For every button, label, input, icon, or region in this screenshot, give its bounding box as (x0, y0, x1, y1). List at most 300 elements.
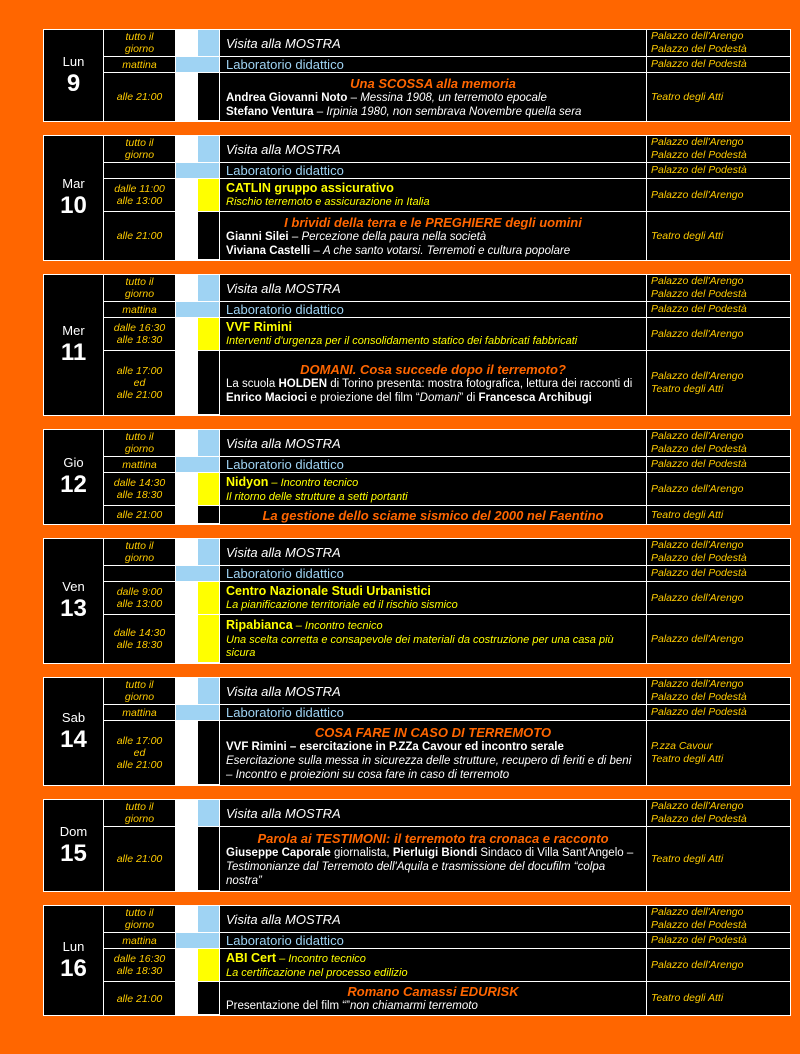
event-title: Romano Camassi EDURISK (347, 984, 519, 999)
color-marker (176, 473, 198, 506)
event-title: La gestione dello sciame sismico del 2000 nel Faentino (262, 507, 604, 523)
time-text: alle 21:00 (116, 992, 163, 1005)
time-cell (104, 473, 176, 506)
event-title: Laboratorio didattico (226, 933, 344, 948)
day-of-week: Dom (59, 823, 88, 839)
venue-text: Palazzo del Podestà (651, 567, 747, 579)
event-title-text: Nidyon (226, 474, 269, 489)
speaker: VVF Rimini – esercitazione in P.ZZa Cavour ed incontro serale (226, 740, 564, 753)
venue-text: Teatro degli Atti (651, 229, 724, 242)
time-text: mattina (122, 58, 157, 71)
color-marker (176, 302, 220, 318)
day-of-week: Sab (61, 709, 86, 725)
color-marker (198, 473, 220, 506)
time-cell (104, 457, 176, 473)
event-title: Visita alla MOSTRA (226, 435, 341, 451)
venue-text: Palazzo dell'Arengo (651, 591, 744, 604)
color-marker (198, 582, 220, 615)
event-line (226, 230, 640, 244)
time-text: ed (133, 747, 146, 759)
time-text: giorno (124, 691, 155, 703)
venue-text: P.zza Cavour (651, 740, 713, 752)
event-title-text: Centro Nazionale Studi Urbanistici (226, 584, 431, 598)
venue-cell (647, 57, 790, 73)
color-marker (176, 212, 198, 260)
time-cell (104, 163, 176, 179)
topic: Esercitazione sulla messa in sicurezza delle strutture, recupero di feriti e di beni – Incontro e proiezioni su cosa fare in caso di terremoto (226, 754, 632, 781)
event-description (220, 615, 647, 663)
event-description (220, 506, 647, 524)
time-cell (104, 212, 176, 260)
venue-text: Palazzo del Podestà (651, 919, 747, 931)
time-text: alle 13:00 (116, 598, 163, 610)
venue-text: Palazzo del Podestà (651, 58, 747, 70)
event-title-rest: – Incontro tecnico (276, 952, 366, 965)
color-marker (198, 906, 220, 933)
time-text: alle 21:00 (116, 509, 163, 521)
time-cell (104, 430, 176, 457)
text: giornalista, (330, 846, 393, 859)
venue-cell (647, 318, 790, 351)
color-marker (198, 136, 220, 163)
day-number: 12 (60, 471, 87, 498)
speaker: HOLDEN (278, 377, 327, 390)
time-text: alle 21:00 (116, 91, 163, 103)
day-label (44, 275, 104, 415)
color-marker (176, 678, 198, 705)
time-cell (104, 30, 176, 57)
time-cell (104, 933, 176, 949)
venue-cell (647, 506, 790, 524)
speaker: Francesca Archibugi (478, 391, 592, 404)
event-title: Laboratorio didattico (226, 566, 344, 581)
event-description (220, 949, 647, 982)
color-marker (198, 800, 220, 827)
event-description (220, 827, 647, 891)
schedule (43, 29, 791, 1029)
venue-text: Palazzo del Podestà (651, 443, 747, 455)
day-label (44, 30, 104, 121)
venue-text: Palazzo del Podestà (651, 691, 747, 703)
day-label (44, 906, 104, 1015)
event-subtitle: Interventi d'urgenza per il consolidamento statico dei fabbricati fabbricati (226, 335, 578, 347)
color-marker (198, 678, 220, 705)
color-marker (176, 539, 198, 566)
time-text: ed (133, 377, 146, 389)
time-text: dalle 9:00 (116, 586, 163, 598)
color-marker (176, 721, 198, 785)
time-text: mattina (122, 706, 157, 719)
event-title: Una SCOSSA alla memoria (350, 75, 516, 91)
time-text: dalle 16:30 (113, 953, 166, 965)
venue-cell (647, 73, 790, 121)
venue-cell (647, 582, 790, 615)
event-description (220, 800, 647, 827)
day-number: 16 (60, 954, 87, 982)
venue-cell (647, 179, 790, 212)
time-cell (104, 982, 176, 1015)
venue-text: Palazzo dell'Arengo (651, 30, 744, 42)
color-marker (198, 179, 220, 212)
venue-cell (647, 949, 790, 982)
time-text: mattina (122, 458, 157, 471)
venue-cell (647, 615, 790, 663)
event-title: COSA FARE IN CASO DI TERREMOTO (314, 724, 552, 740)
topic: non chiamarmi terremoto (350, 1000, 478, 1012)
time-text: alle 17:00 (116, 365, 163, 377)
time-cell (104, 582, 176, 615)
venue-text: Teatro degli Atti (651, 753, 724, 765)
event-line (226, 244, 640, 258)
color-marker (176, 318, 198, 351)
venue-text: Teatro degli Atti (651, 992, 724, 1004)
color-marker (176, 430, 198, 457)
event-title: Visita alla MOSTRA (226, 911, 341, 927)
time-text: tutto il (125, 679, 154, 691)
time-text: tutto il (125, 276, 154, 288)
day-number: 15 (60, 839, 87, 867)
event-title: I brividi della terra e le PREGHIERE degli uomini (284, 214, 582, 230)
color-marker (176, 933, 220, 949)
venue-text: Palazzo dell'Arengo (651, 906, 744, 918)
color-marker (198, 949, 220, 982)
color-marker (198, 615, 220, 663)
time-cell (104, 275, 176, 302)
event-line (226, 91, 640, 105)
day-of-week: Mer (62, 323, 85, 338)
color-marker (176, 163, 220, 179)
event-description (220, 457, 647, 473)
time-text: alle 18:30 (116, 334, 163, 346)
color-marker (176, 275, 198, 302)
venue-cell (647, 457, 790, 473)
venue-text: Palazzo dell'Arengo (651, 136, 744, 148)
speaker: Pierluigi Biondi (392, 846, 478, 859)
time-text: tutto il (125, 540, 154, 552)
venue-text: Palazzo dell'Arengo (651, 800, 744, 812)
time-text: tutto il (125, 907, 154, 919)
event-title: Visita alla MOSTRA (226, 35, 341, 51)
color-marker (176, 982, 198, 1015)
venue-cell (647, 800, 790, 827)
day-block (43, 538, 791, 664)
event-description (220, 906, 647, 933)
event-description (220, 275, 647, 302)
day-number: 11 (60, 339, 87, 366)
time-cell (104, 678, 176, 705)
time-cell (104, 827, 176, 891)
event-description (220, 678, 647, 705)
event-description (220, 318, 647, 351)
event-description (220, 302, 647, 318)
event-title (226, 618, 640, 634)
time-cell (104, 705, 176, 721)
day-block (43, 677, 791, 786)
venue-cell (647, 539, 790, 566)
text: ” (346, 1000, 351, 1012)
day-label (44, 800, 104, 891)
event-subtitle: Il ritorno delle strutture a setti portanti (226, 490, 408, 503)
venue-cell (647, 906, 790, 933)
venue-text: Palazzo dell'Arengo (651, 482, 744, 495)
color-marker (198, 506, 220, 524)
time-text: giorno (124, 813, 155, 825)
color-marker (176, 949, 198, 982)
color-marker (176, 800, 198, 827)
event-line (226, 846, 640, 888)
event-title: Laboratorio didattico (226, 163, 344, 178)
day-of-week: Mar (62, 176, 85, 191)
time-cell (104, 949, 176, 982)
time-text: giorno (124, 919, 155, 931)
text: – (313, 105, 327, 118)
speaker: Stefano Ventura (226, 105, 314, 118)
time-text: alle 17:00 (116, 735, 163, 747)
time-text: tutto il (125, 431, 154, 443)
day-number: 9 (66, 69, 81, 97)
venue-cell (647, 30, 790, 57)
event-line (226, 754, 640, 782)
color-marker (176, 136, 198, 163)
speaker: Gianni Silei (226, 230, 289, 243)
topic: A che santo votarsi. Terremoti e cultura popolare (322, 244, 571, 257)
event-title: Laboratorio didattico (226, 57, 344, 72)
venue-cell (647, 163, 790, 179)
day-number: 10 (60, 192, 87, 219)
event-title: Visita alla MOSTRA (226, 141, 341, 157)
event-description (220, 705, 647, 721)
venue-cell (647, 430, 790, 457)
venue-cell (647, 933, 790, 949)
time-text: dalle 14:30 (113, 477, 166, 489)
event-title: Laboratorio didattico (226, 705, 344, 720)
event-subtitle: La pianificazione territoriale ed il rischio sismico (226, 599, 458, 611)
topic: Messina 1908, un terremoto epocale (360, 91, 547, 104)
venue-text: Palazzo del Podestà (651, 934, 747, 946)
venue-text: Palazzo del Podestà (651, 288, 747, 300)
event-title-rest: – Incontro tecnico (268, 476, 359, 489)
speaker: Andrea Giovanni Noto (226, 91, 348, 104)
color-marker (198, 430, 220, 457)
time-text: dalle 16:30 (113, 322, 166, 334)
event-title: DOMANI. Cosa succede dopo il terremoto? (300, 361, 566, 377)
venue-cell (647, 678, 790, 705)
event-title-text: Ripabianca (226, 618, 293, 632)
day-label (44, 430, 104, 524)
color-marker (176, 506, 198, 524)
topic: Domani (419, 391, 460, 404)
event-title: Visita alla MOSTRA (226, 805, 341, 821)
time-text: tutto il (125, 31, 154, 43)
color-marker (198, 318, 220, 351)
text: La scuola (226, 377, 279, 390)
venue-text: Palazzo del Podestà (651, 813, 747, 825)
event-description (220, 933, 647, 949)
venue-cell (647, 827, 790, 891)
event-description (220, 473, 647, 506)
event-subtitle: Rischio terremoto e assicurazione in Italia (226, 196, 430, 208)
day-block (43, 905, 791, 1016)
day-number: 14 (60, 725, 87, 753)
day-block (43, 29, 791, 122)
color-marker (176, 906, 198, 933)
time-cell (104, 615, 176, 663)
venue-text: Teatro degli Atti (651, 383, 724, 395)
topic: Percezione della paura nella società (301, 230, 487, 243)
text: Sindaco di Villa Sant'Angelo – (477, 846, 634, 859)
day-block (43, 274, 791, 416)
event-description (220, 982, 647, 1015)
text: di Torino presenta: mostra fotografica, lettura dei racconti di (327, 377, 633, 390)
text: e proiezione del film “ (307, 391, 420, 404)
venue-text: Palazzo dell'Arengo (651, 275, 744, 287)
venue-text: Palazzo dell'Arengo (651, 958, 744, 971)
text: – (288, 230, 302, 243)
venue-cell (647, 351, 790, 415)
time-cell (104, 566, 176, 582)
venue-text: Palazzo dell'Arengo (651, 370, 744, 382)
venue-text: Palazzo del Podestà (651, 303, 747, 315)
event-description (220, 582, 647, 615)
event-description (220, 566, 647, 582)
event-title: Laboratorio didattico (226, 457, 344, 472)
topic: Irpinia 1980, non sembrava Novembre quella sera (326, 105, 582, 118)
time-text: alle 18:30 (116, 639, 163, 651)
venue-text: Palazzo del Podestà (651, 706, 747, 718)
time-cell (104, 800, 176, 827)
time-cell (104, 302, 176, 318)
venue-cell (647, 705, 790, 721)
time-text: dalle 11:00 (114, 183, 165, 195)
color-marker (176, 827, 198, 891)
event-title: Visita alla MOSTRA (226, 544, 341, 560)
venue-text: Palazzo del Podestà (651, 43, 747, 55)
event-title (226, 584, 640, 599)
time-cell (104, 57, 176, 73)
event-title: Parola ai TESTIMONI: il terremoto tra cronaca e racconto (257, 830, 609, 846)
venue-text: Palazzo del Podestà (651, 164, 747, 176)
time-cell (104, 73, 176, 121)
color-marker (198, 212, 220, 260)
color-marker (198, 827, 220, 891)
event-title: Laboratorio didattico (226, 302, 344, 317)
time-text: giorno (124, 288, 155, 300)
venue-cell (647, 982, 790, 1015)
speaker: Viviana Castelli (226, 244, 311, 257)
speaker: Enrico Macioci (226, 391, 308, 404)
event-description (220, 430, 647, 457)
venue-text: Palazzo dell'Arengo (651, 327, 744, 340)
time-text: mattina (122, 934, 157, 947)
time-text: alle 18:30 (116, 489, 163, 501)
event-description (220, 73, 647, 121)
event-title (226, 181, 640, 196)
venue-cell (647, 302, 790, 318)
text: – (347, 91, 361, 104)
event-description (220, 351, 647, 415)
time-text: mattina (122, 303, 157, 316)
time-text: alle 21:00 (116, 853, 163, 865)
event-description (220, 721, 647, 785)
time-text: giorno (124, 552, 155, 564)
topic: Testimonianze dal Terremoto dell'Aquila e trasmissione del docufilm “colpa nostra” (226, 860, 606, 887)
event-line (226, 999, 640, 1013)
day-of-week: Lun (62, 53, 85, 69)
text: ” di (459, 391, 479, 404)
color-marker (176, 179, 198, 212)
speaker: Giuseppe Caporale (226, 846, 331, 859)
event-description (220, 136, 647, 163)
text: Presentazione del film “ (226, 1000, 347, 1012)
time-cell (104, 906, 176, 933)
event-description (220, 30, 647, 57)
day-label (44, 678, 104, 785)
time-cell (104, 351, 176, 415)
time-cell (104, 539, 176, 566)
color-marker (198, 982, 220, 1015)
time-cell (104, 721, 176, 785)
event-line (226, 377, 640, 405)
venue-text: Palazzo dell'Arengo (651, 678, 744, 690)
event-title-text: VVF Rimini (226, 320, 292, 334)
time-text: alle 13:00 (116, 195, 163, 207)
day-label (44, 136, 104, 260)
event-title-text: ABI Cert (226, 950, 277, 965)
event-title (226, 951, 640, 967)
event-title-text: CATLIN gruppo assicurativo (226, 181, 394, 195)
time-text: dalle 14:30 (113, 627, 166, 639)
event-title (226, 475, 640, 491)
event-title: Visita alla MOSTRA (226, 280, 341, 296)
event-description (220, 179, 647, 212)
color-marker (176, 566, 220, 582)
event-description (220, 163, 647, 179)
event-description (220, 57, 647, 73)
time-cell (104, 136, 176, 163)
event-line (226, 105, 640, 119)
time-text: tutto il (125, 137, 154, 149)
day-block (43, 429, 791, 525)
day-block (43, 799, 791, 892)
time-text: giorno (124, 43, 155, 55)
color-marker (176, 73, 198, 121)
color-marker (198, 351, 220, 415)
venue-cell (647, 136, 790, 163)
day-number: 13 (60, 595, 87, 622)
day-of-week: Lun (62, 938, 85, 954)
color-marker (176, 351, 198, 415)
event-subtitle: La certificazione nel processo edilizio (226, 966, 408, 979)
color-marker (176, 705, 220, 721)
time-text: tutto il (125, 801, 154, 813)
event-subtitle: Una scelta corretta e consapevole dei materiali da costruzione per una casa più sicura (226, 634, 614, 659)
time-text: alle 21:00 (116, 230, 163, 242)
day-of-week: Gio (63, 455, 84, 470)
time-cell (104, 318, 176, 351)
color-marker (198, 539, 220, 566)
time-text: alle 18:30 (116, 965, 163, 977)
event-description (220, 212, 647, 260)
time-text: alle 21:00 (116, 759, 163, 771)
venue-text: Teatro degli Atti (651, 508, 724, 521)
time-cell (104, 506, 176, 524)
event-title-rest: – Incontro tecnico (292, 620, 383, 632)
venue-text: Palazzo dell'Arengo (651, 188, 744, 201)
venue-cell (647, 721, 790, 785)
time-cell (104, 179, 176, 212)
day-of-week: Ven (62, 579, 85, 594)
day-block (43, 135, 791, 261)
